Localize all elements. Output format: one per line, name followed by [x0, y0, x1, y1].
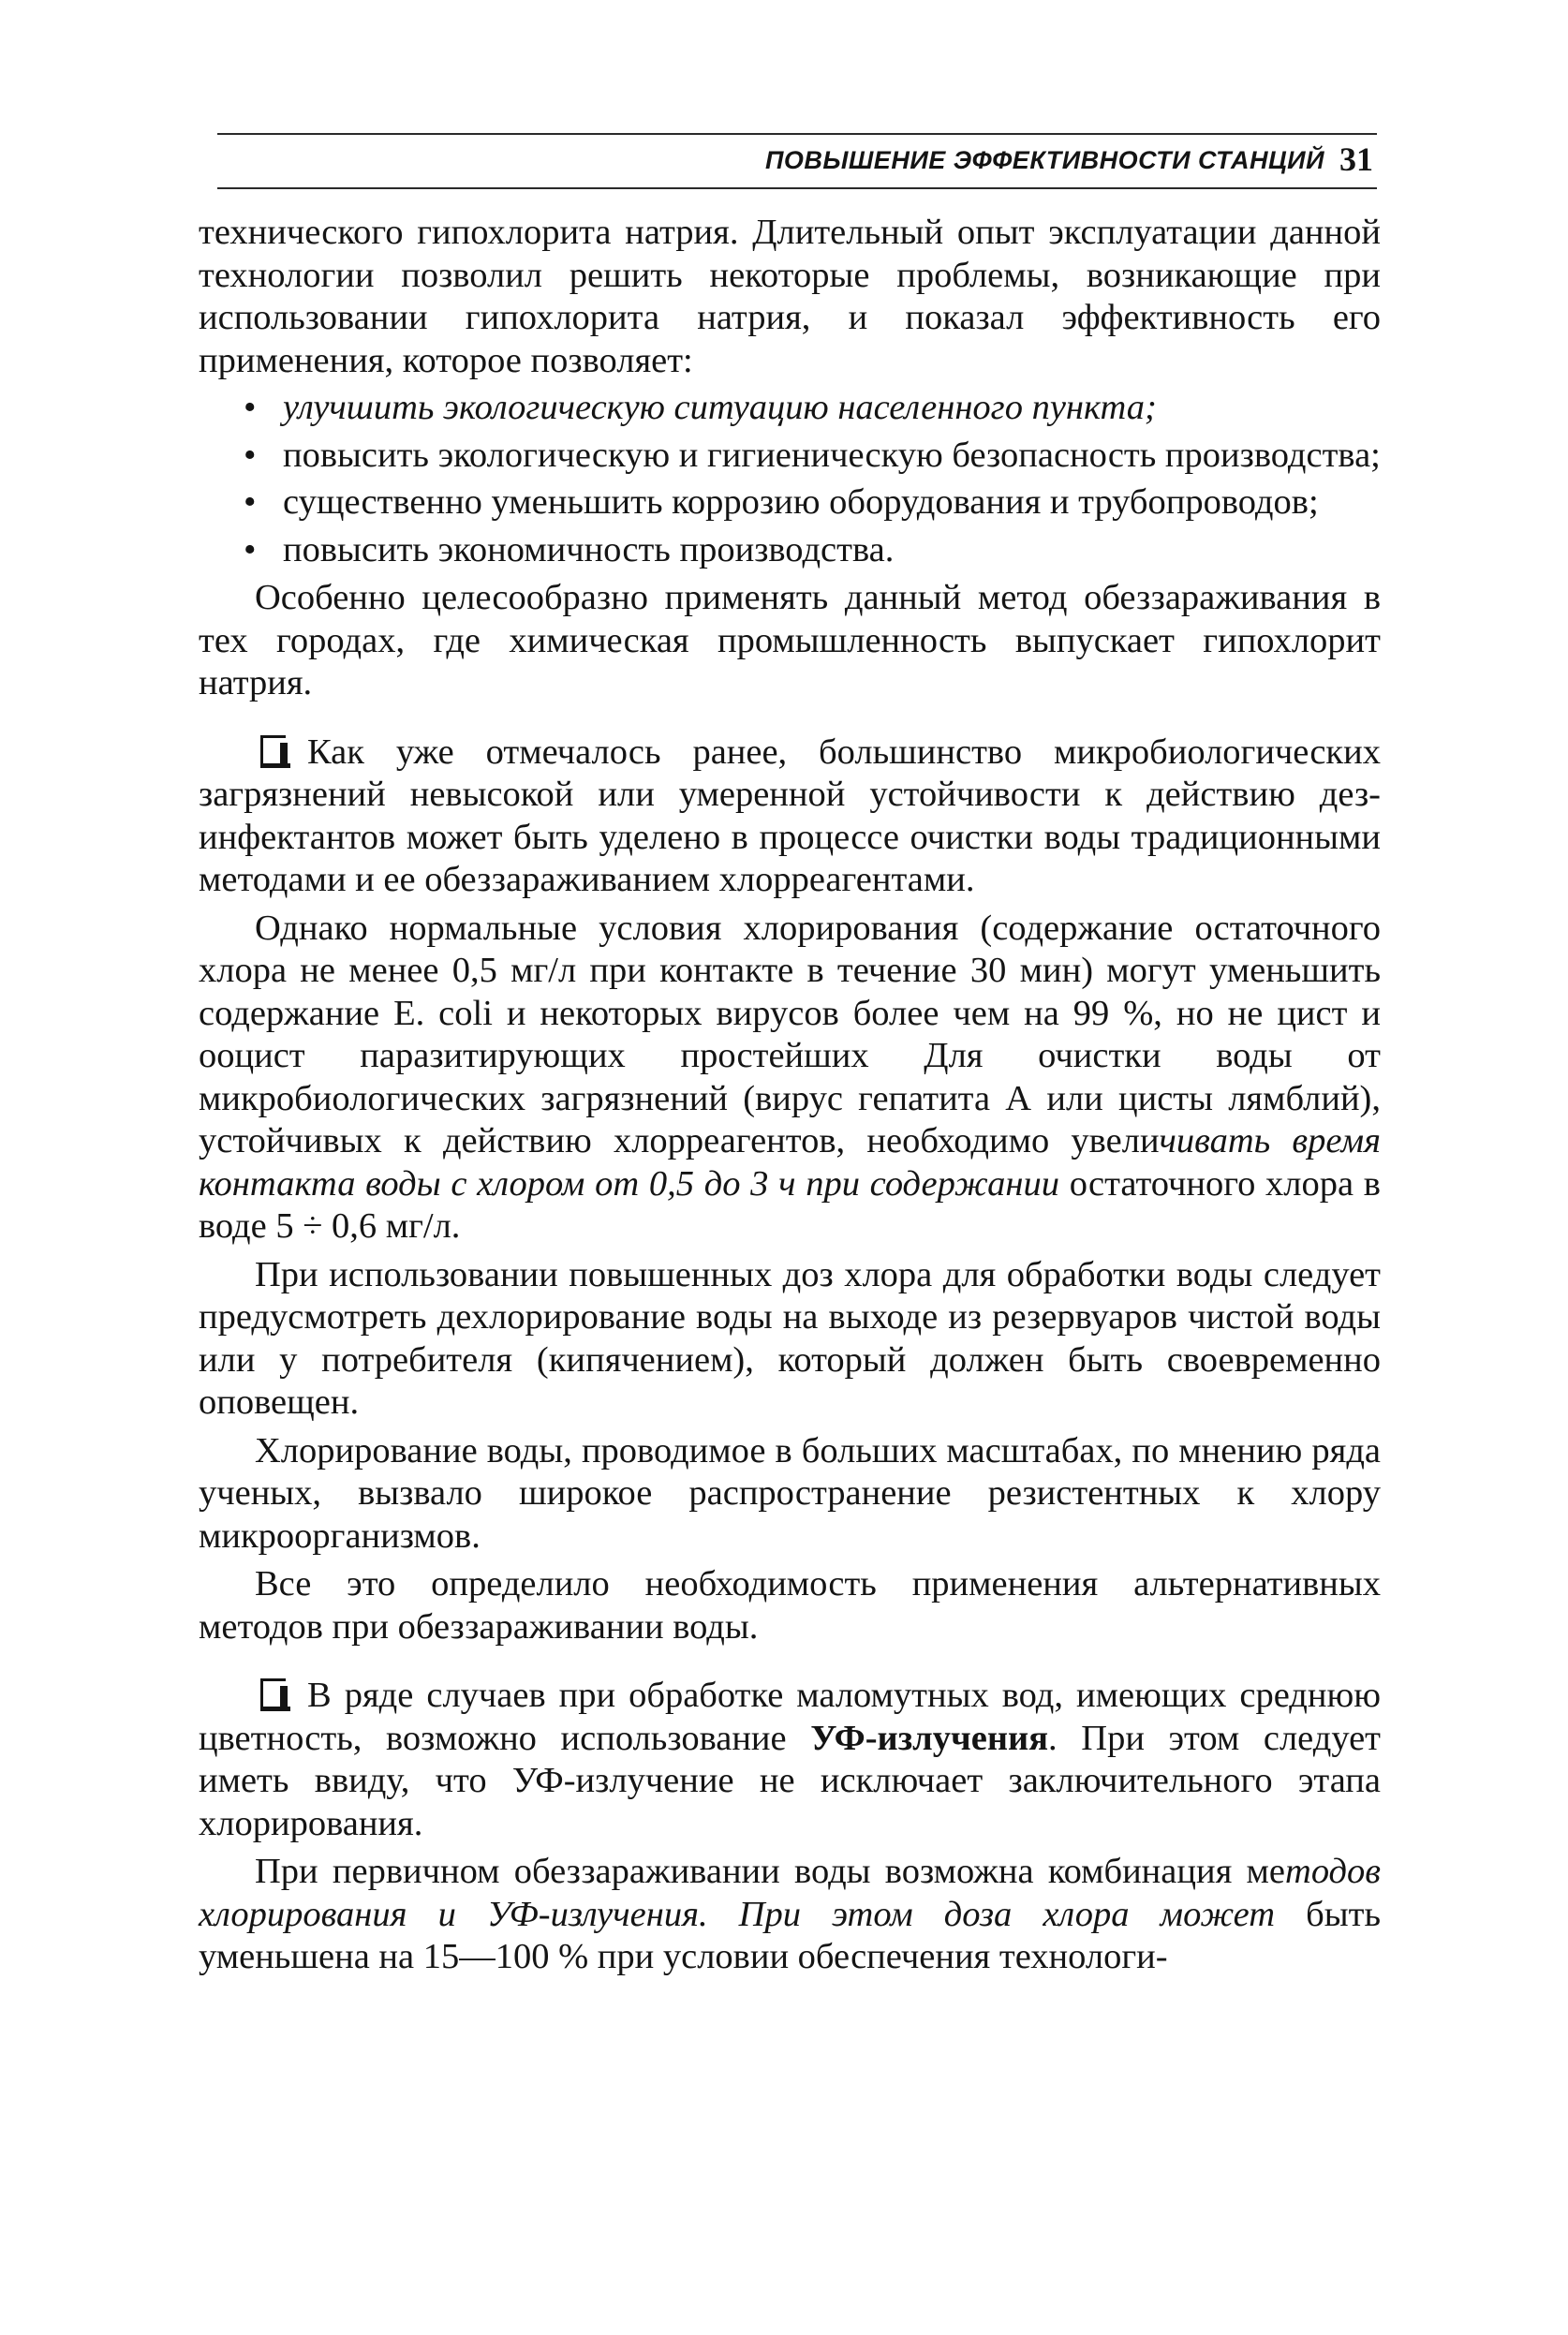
intro-paragraph: технического гипохлорита натрия. Длительный опыт эксплуатации данной технологии позволил решить некоторые проблемы, возникающие при использовании гипохлорита натрия, и показал эффективность его применения, которое позволяет:: [199, 213, 1381, 380]
note-marker-icon: [255, 733, 298, 769]
paragraph-dechlorination: При использовании повышенных доз хлора для обработки воды следует предусмотреть дехлорирование воды на выходе из резервуаров чистой воды или у потребителя (кипячением), который должен быть своевременно оповещен.: [199, 1254, 1381, 1422]
paragraph-chlorination-text-a: Однако нормальные условия хлорирования (содержание остаточного хлора не менее 0,5 мг/л при контакте в течение 30 мин) могут уменьшить содержание E. coli и некоторых вирусов более чем на 99 %, но не цист и ооцист паразитирующих простейших Для очистки воды от микробиологических загрязнений (вирус гепатита А или цисты лямблий), устойчивых к действию хлорреагентов, необходимо увели: [199, 908, 1381, 1160]
paragraph-alternatives: Все это определило необходимость применения альтернативных методов при обеззараживании воды.: [199, 1564, 1381, 1647]
bullet-text-2: повысить экологическую и гигиеническую безопасность производства;: [283, 435, 1381, 475]
running-header: [217, 133, 1377, 189]
bullet-item-4: [199, 529, 1381, 572]
bullet-icon: •: [244, 482, 257, 522]
note-text-2b: . При этом следует иметь ввиду, что УФ-излучение не исключает заключительного этапа хлорирования.: [199, 1718, 1381, 1843]
note-paragraph-1: [199, 732, 1381, 902]
body-text: [199, 212, 1381, 1979]
bullet-icon: •: [244, 388, 257, 427]
paragraph-combination-text-a: При первичном обеззараживании воды возможна комбинация ме: [255, 1852, 1286, 1891]
note-paragraph-2: [199, 1675, 1381, 1845]
bullet-text-1: улучшить экологическую ситуацию населенного пункта;: [283, 388, 1157, 427]
note-marker-icon: [255, 1677, 298, 1712]
paragraph-combination-text-b: быть уменьшена на 15—100 % при условии обеспечения технологи-: [199, 1894, 1381, 1976]
paragraph-chlorination-text-italic: чивать время контакта воды с хлором от 0,5 до 3 ч при содержании: [199, 1121, 1381, 1204]
note-text-2-bold: УФ-излучения: [810, 1718, 1049, 1758]
bullet-item-2: [199, 435, 1381, 478]
note-text-1: Как уже отмечалось ранее, большинство микробиологических загрязнений невысокой или умеренной устойчивости к действию дезинфектантов может быть уделено в процессе очистки воды традиционными методами и ее обеззараживанием хлорреагентами.: [199, 732, 1381, 899]
bullet-item-1: [199, 387, 1381, 430]
bullet-icon: •: [244, 529, 257, 569]
bullet-text-4: повысить экономичность производства.: [283, 529, 895, 569]
paragraph-resistance: Хлорирование воды, проводимое в больших масштабах, по мнению ряда ученых, вызвало широкое распространение резистентных к хлору микроорганизмов.: [199, 1430, 1381, 1556]
note-text-2a: В ряде случаев при обработке маломутных вод, имеющих среднюю цветность, возможно использование: [199, 1676, 1381, 1758]
paragraph-combination-text-italic: тодов хлорирования и УФ-излучения. При этом доза хлора может: [199, 1852, 1381, 1934]
running-header-title: ПОВЫШЕНИЕ ЭФФЕКТИВНОСТИ СТАНЦИЙ: [764, 146, 1324, 174]
paragraph-method-cities: Особенно целесообразно применять данный метод обеззараживания в тех городах, где химическая промышленность выпускает гипохлорит натрия.: [199, 578, 1381, 702]
page-number: 31: [1339, 140, 1373, 178]
bullet-item-3: [199, 481, 1381, 525]
paragraph-combination: [199, 1851, 1381, 1979]
bullet-icon: •: [244, 435, 257, 475]
paragraph-chlorination-text-b: остаточного хлора в воде 5 ÷ 0,6 мг/л.: [199, 1163, 1381, 1246]
bullet-text-3: существенно уменьшить коррозию оборудования и трубопроводов;: [283, 482, 1319, 522]
paragraph-chlorination-conditions: [199, 908, 1381, 1249]
